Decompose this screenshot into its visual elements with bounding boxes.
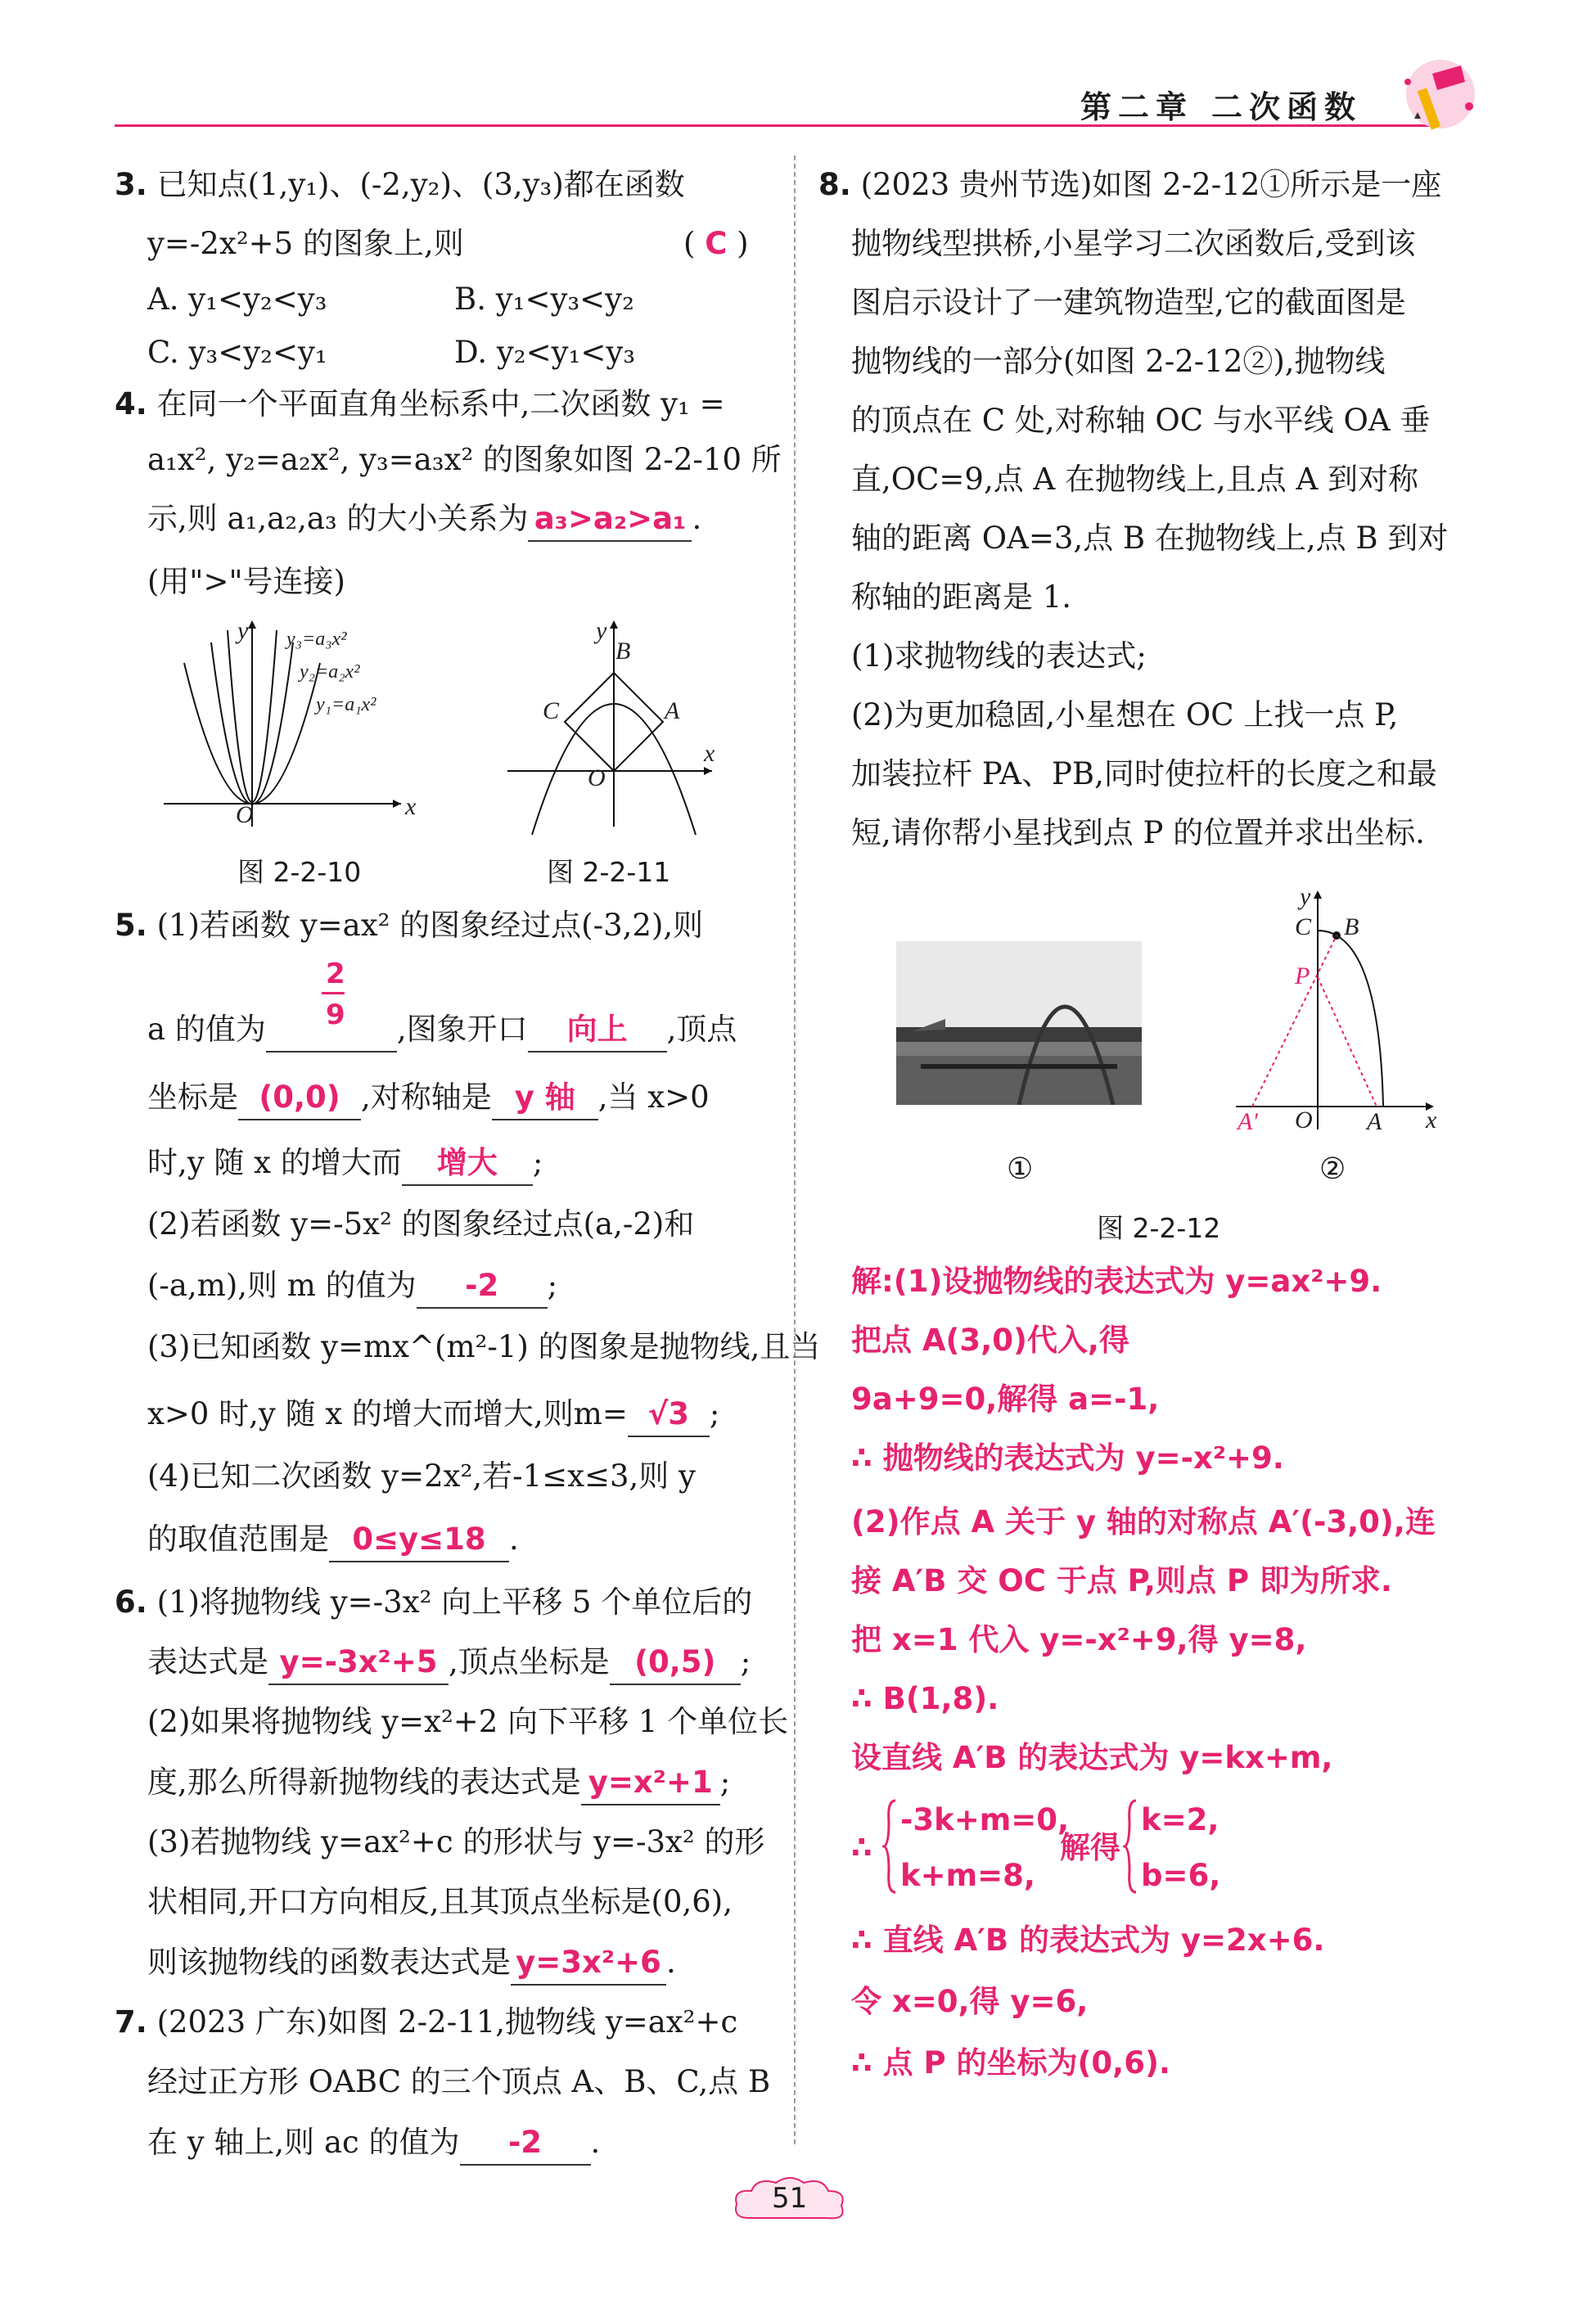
q8-line-3: 图启示设计了一建筑物造型,它的截面图是: [851, 285, 1406, 320]
figure-2-2-10: [156, 614, 450, 835]
system-eq-1: -3k+m=0,: [900, 1802, 1070, 1837]
q6-answer-1: y=-3x²+5: [279, 1644, 438, 1679]
q3-answer: ( C ): [683, 226, 749, 261]
system-therefore: ∴: [851, 1830, 872, 1865]
solution-line-11: 令 x=0,得 y=6,: [851, 1984, 1089, 2019]
solution-line-1: 解:(1)设抛物线的表达式为 y=ax²+9.: [851, 1264, 1382, 1299]
chapter-label: 第二章: [1080, 89, 1194, 125]
q5-answer-m: -2: [465, 1268, 499, 1303]
q5-answer-increase: 增大: [436, 1145, 498, 1180]
solution-line-5: (2)作点 A 关于 y 轴的对称点 A′(-3,0),连: [851, 1504, 1436, 1539]
q4-line4: (用">"号连接): [147, 564, 345, 599]
q6-p1-line1: 6. (1)将抛物线 y=-3x² 向上平移 5 个单位后的: [115, 1585, 753, 1620]
solution-line-6: 接 A′B 交 OC 于点 P,则点 P 即为所求.: [851, 1563, 1392, 1598]
fig11-caption: 图 2-2-11: [547, 856, 671, 888]
q8-line-6: 直,OC=9,点 A 在抛物线上,且点 A 到对称: [851, 462, 1418, 497]
q5-answer-range: 0≤y≤18: [352, 1521, 486, 1557]
fig10-x-label: x: [405, 793, 417, 820]
q6-p3-line3: 则该抛物线的函数表达式是 y=3x²+6 .: [147, 1941, 676, 1986]
q3-option-c: C. y₃<y₂<y₁: [147, 335, 327, 370]
q5-answer-a-numerator: 2: [326, 958, 345, 990]
q7-answer: -2: [507, 2125, 543, 2160]
q5-p1-line4: 时,y 随 x 的增大而 增大 ;: [147, 1142, 543, 1186]
q6-answer-2: (0,5): [634, 1644, 716, 1679]
fig12-a-label: A: [1367, 1108, 1382, 1135]
system-left-brace: [882, 1797, 899, 1896]
q4-line1: 4. 在同一个平面直角坐标系中,二次函数 y₁ =: [115, 386, 725, 421]
q8-line-12: 短,请你帮小星找到点 P 的位置并求出坐标.: [851, 815, 1425, 850]
q3-option-d: D. y₂<y₁<y₃: [454, 335, 636, 370]
q5-p1-line2: a 的值为 ,图象开口 向上 ,顶点: [147, 1008, 737, 1053]
fig11-x-label: x: [704, 740, 715, 767]
fig10-origin-label: O: [236, 801, 254, 828]
q5-p3-line2: x>0 时,y 随 x 的增大而增大,则m= √3 ;: [147, 1393, 719, 1437]
q6-answer-4: y=3x²+6: [516, 1945, 661, 1980]
q4-line3: 示,则 a₁,a₂,a₃ 的大小关系为 a₃>a₂>a₁ .: [147, 498, 701, 542]
fig10-y3-label: y₃=a₃x²: [286, 629, 347, 650]
q6-p1-line2: 表达式是 y=-3x²+5 ,顶点坐标是 (0,5) ;: [147, 1641, 751, 1685]
solution-line-8: ∴ B(1,8).: [851, 1681, 999, 1716]
pencil-heart-icon: [1383, 49, 1498, 139]
solution-line-10: ∴ 直线 A′B 的表达式为 y=2x+6.: [851, 1923, 1325, 1958]
q5-answer-axis: y 轴: [514, 1080, 575, 1115]
q8-line-1: 8. (2023 贵州节选)如图 2-2-12①所示是一座: [818, 167, 1442, 202]
figure-2-2-11: [491, 614, 737, 835]
fig10-y-label: y: [237, 617, 249, 644]
fig12-b-label: B: [1344, 913, 1359, 940]
q7-line3: 在 y 轴上,则 ac 的值为 -2 .: [147, 2121, 600, 2166]
q8-line-10: (2)为更加稳固,小星想在 OC 上找一点 P,: [851, 697, 1399, 733]
bridge-photo: [896, 941, 1142, 1105]
fig10-caption: 图 2-2-10: [237, 856, 362, 888]
q5-p1-line3: 坐标是 (0,0) ,对称轴是 y 轴 ,当 x>0: [147, 1076, 710, 1120]
solution-line-12: ∴ 点 P 的坐标为(0,6).: [851, 2045, 1170, 2080]
q5-p4-line2: 的取值范围是 0≤y≤18 .: [147, 1518, 519, 1562]
q4-line2: a₁x², y₂=a₂x², y₃=a₃x² 的图象如图 2-2-10 所: [147, 442, 782, 477]
q3-option-b: B. y₁<y₃<y₂: [454, 282, 634, 317]
solution-line-7: 把 x=1 代入 y=-x²+9,得 y=8,: [851, 1622, 1307, 1657]
solution-line-9: 设直线 A′B 的表达式为 y=kx+m,: [851, 1740, 1333, 1775]
fig12-label-1: ①: [1007, 1152, 1034, 1186]
q5-answer-vertex: (0,0): [259, 1080, 340, 1115]
fig12-p-label: P: [1295, 962, 1310, 989]
fig11-a-label: A: [665, 697, 680, 724]
q6-p3-line2: 状相同,开口方向相反,且其顶点坐标是(0,6),: [147, 1884, 733, 1919]
q5-fraction-bar: [322, 992, 345, 994]
system-eq-2: k+m=8,: [900, 1858, 1035, 1893]
fig11-origin-label: O: [588, 764, 606, 791]
q5-answer-open: 向上: [566, 1012, 628, 1047]
fig12-c-label: C: [1295, 913, 1312, 940]
q3-line1: 3. 已知点(1,y₁)、(-2,y₂)、(3,y₃)都在函数: [115, 167, 685, 202]
q8-line-7: 轴的距离 OA=3,点 B 在抛物线上,点 B 到对: [851, 521, 1449, 556]
fig12-a-prime-label: A′: [1238, 1108, 1258, 1135]
q5-answer-m3: √3: [647, 1396, 690, 1431]
solution-line-4: ∴ 抛物线的表达式为 y=-x²+9.: [851, 1440, 1284, 1476]
fig12-origin-label: O: [1295, 1107, 1313, 1134]
q5-answer-a-denominator: 9: [326, 998, 345, 1031]
q6-p2-line1: (2)如果将抛物线 y=x²+2 向下平移 1 个单位长: [147, 1704, 789, 1739]
fig11-y-label: y: [596, 617, 607, 644]
system-solve-word: 解得: [1060, 1830, 1120, 1865]
fig10-y2-label: y₂=a₂x²: [300, 661, 360, 683]
fig12-label-2: ②: [1319, 1152, 1346, 1186]
q8-line-4: 抛物线的一部分(如图 2-2-12②),抛物线: [851, 344, 1386, 379]
q8-line-5: 的顶点在 C 处,对称轴 OC 与水平线 OA 垂: [851, 403, 1431, 438]
solution-line-2: 把点 A(3,0)代入,得: [851, 1323, 1129, 1358]
system-right-brace: [1123, 1797, 1139, 1896]
fig11-c-label: C: [543, 697, 560, 724]
system-result-2: b=6,: [1141, 1858, 1221, 1893]
fig12-x-label: x: [1426, 1107, 1437, 1134]
q8-line-8: 称轴的距离是 1.: [851, 579, 1072, 615]
system-result-1: k=2,: [1141, 1802, 1220, 1837]
q3-option-a: A. y₁<y₂<y₃: [147, 282, 327, 317]
q6-answer-3: y=x²+1: [588, 1765, 713, 1800]
q7-line1: 7. (2023 广东)如图 2-2-11,抛物线 y=ax²+c: [115, 2004, 738, 2040]
q4-answer: a₃>a₂>a₁: [534, 501, 687, 536]
q8-line-11: 加装拉杆 PA、PB,同时使拉杆的长度之和最: [851, 756, 1437, 791]
fig10-y1-label: y₁=a₁x²: [316, 694, 376, 715]
figure-2-2-12-diagram: [1220, 884, 1449, 1154]
solution-line-3: 9a+9=0,解得 a=-1,: [851, 1382, 1160, 1417]
q5-p1-line1: 5. (1)若函数 y=ax² 的图象经过点(-3,2),则: [115, 908, 704, 943]
fig12-caption: 图 2-2-12: [1097, 1212, 1221, 1244]
fig11-b-label: B: [615, 638, 631, 665]
q5-p4-line1: (4)已知二次函数 y=2x²,若-1≤x≤3,则 y: [147, 1458, 696, 1494]
q6-p2-line2: 度,那么所得新抛物线的表达式是 y=x²+1 ;: [147, 1761, 730, 1805]
topic-label: 二次函数: [1211, 89, 1363, 125]
q5-p3-line1: (3)已知函数 y=mx^(m²-1) 的图象是抛物线,且当: [147, 1329, 821, 1364]
page-number: 51: [772, 2182, 808, 2215]
fig12-y-label: y: [1300, 884, 1311, 910]
q6-p3-line1: (3)若抛物线 y=ax²+c 的形状与 y=-3x² 的形: [147, 1824, 765, 1859]
column-divider: [794, 156, 796, 2144]
q7-line2: 经过正方形 OABC 的三个顶点 A、B、C,点 B: [147, 2064, 771, 2099]
q5-p2-line1: (2)若函数 y=-5x² 的图象经过点(a,-2)和: [147, 1206, 695, 1242]
q8-line-2: 抛物线型拱桥,小星学习二次函数后,受到该: [851, 226, 1416, 261]
q8-line-9: (1)求抛物线的表达式;: [851, 638, 1147, 674]
q3-line2: y=-2x²+5 的图象上,则: [147, 226, 464, 261]
q5-p2-line2: (-a,m),则 m 的值为 -2 ;: [147, 1264, 557, 1309]
